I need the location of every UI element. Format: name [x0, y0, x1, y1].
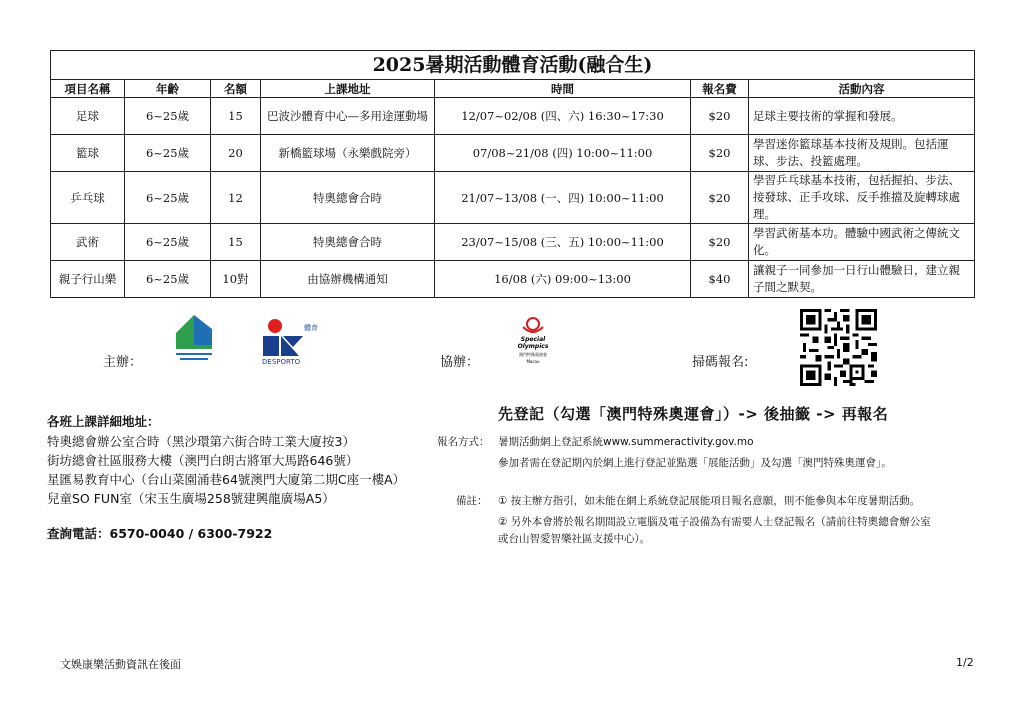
logo-text-3: 澳門特殊奧運會	[519, 352, 547, 357]
phone-number: 查詢電話：6570-0040 / 6300-7922	[47, 526, 273, 541]
table-row	[51, 135, 975, 172]
remark-1: ① 按主辦方指引，如未能在網上系統登記展能項目報名意願，則不能參與本年度暑期活動。	[498, 495, 921, 507]
scan-label: 掃碼報名:	[692, 355, 749, 370]
cell-age: 6~25歲	[125, 224, 211, 261]
cell-fee: $20	[691, 135, 749, 172]
addresses-title: 各班上課詳細地址：	[47, 414, 160, 429]
cell-name: 武術	[51, 224, 125, 261]
cell-time: 07/08~21/08 (四) 10:00~11:00	[435, 135, 691, 172]
remark-2a: ② 另外本會將於報名期間設立電腦及電子設備為有需要人士登記報名（請前往特奧總會辦公室	[498, 516, 931, 528]
logo-ring	[527, 318, 539, 330]
address-line: 兒童SO FUN室（宋玉生廣場258號建興龍廣場A5）	[47, 491, 335, 506]
method-line-2: 參加者需在登記期內於網上進行登記並點選「展能活動」及勾選「澳門特殊奧運會」。	[498, 457, 892, 469]
cell-quota: 15	[211, 224, 261, 261]
registration-headline: 先登記（勾選「澳門特殊奧運會」）-> 後抽籤 -> 再報名	[498, 405, 889, 423]
logo-text-4: Macau	[526, 359, 540, 364]
organizer-logo-1	[172, 311, 216, 363]
logo-line	[180, 358, 208, 360]
organizer-label: 主辦：	[103, 355, 143, 370]
logo-text-1: Special	[520, 336, 546, 343]
logo-cn-text: 體育	[304, 324, 318, 332]
cell-venue: 巴波沙體育中心—多用途運動場	[261, 98, 435, 135]
logo-shape-blue	[194, 315, 212, 345]
cell-venue: 特奧總會合時	[261, 172, 435, 224]
logo-text-2: Olympics	[517, 343, 549, 350]
table-row	[51, 172, 975, 224]
logo-shape-a	[263, 336, 279, 356]
cell-time: 23/07~15/08 (三、五) 10:00~11:00	[435, 224, 691, 261]
cell-time: 12/07~02/08 (四、六) 16:30~17:30	[435, 98, 691, 135]
cell-name: 乒乓球	[51, 172, 125, 224]
cell-time: 16/08 (六) 09:00~13:00	[435, 261, 691, 298]
col-header: 年齡	[125, 80, 211, 98]
schedule-table	[50, 50, 975, 298]
cell-venue: 特奧總會合時	[261, 224, 435, 261]
cell-age: 6~25歲	[125, 135, 211, 172]
cell-age: 6~25歲	[125, 98, 211, 135]
co-organizer-label: 協辦：	[440, 355, 480, 370]
header-row	[51, 80, 975, 98]
qr-finder-bl	[800, 364, 822, 386]
address-line: 特奧總會辦公室合時（黑沙環第六街合時工業大廈按3）	[47, 434, 355, 449]
cell-content: 學習乒乓球基本技術，包括握拍、步法、接發球、正手攻球、反手推擋及旋轉球處理。	[749, 172, 975, 224]
method-label: 報名方式：	[437, 436, 490, 448]
method-line-1: 暑期活動網上登記系統www.summeractivity.gov.mo	[498, 436, 754, 448]
cell-name: 籃球	[51, 135, 125, 172]
cell-age: 6~25歲	[125, 172, 211, 224]
cell-age: 6~25歲	[125, 261, 211, 298]
col-header: 項目名稱	[51, 80, 125, 98]
cell-fee: $40	[691, 261, 749, 298]
logo-text: DESPORTO	[262, 358, 301, 366]
remarks-label: 備註：	[456, 495, 488, 507]
cell-fee: $20	[691, 98, 749, 135]
logo-dot	[268, 319, 282, 333]
cell-content: 讓親子一同參加一日行山體驗日，建立親子間之默契。	[749, 261, 975, 298]
col-header: 活動內容	[749, 80, 975, 98]
qr-code[interactable]	[800, 309, 877, 386]
page-number: 1/2	[956, 656, 974, 669]
logo-shape-green	[176, 315, 194, 345]
special-olympics-logo	[514, 315, 552, 369]
cell-name: 親子行山樂	[51, 261, 125, 298]
col-header: 報名費	[691, 80, 749, 98]
logo-bar	[176, 345, 212, 349]
table-row	[51, 224, 975, 261]
cell-content: 學習武術基本功。體驗中國武術之傳統文化。	[749, 224, 975, 261]
col-header: 上課地址	[261, 80, 435, 98]
cell-fee: $20	[691, 224, 749, 261]
cell-fee: $20	[691, 172, 749, 224]
address-line: 街坊總會社區服務大樓（澳門白朗古將軍大馬路646號）	[47, 453, 359, 468]
table-row	[51, 98, 975, 135]
qr-finder-tl	[800, 309, 822, 331]
cell-content: 學習迷你籃球基本技術及規則。包括運球、步法、投籃處理。	[749, 135, 975, 172]
address-line: 星匯易教育中心（台山菜園涌巷64號澳門大廈第二期C座一樓A）	[47, 472, 406, 487]
footer-note: 文娛康樂活動資訊在後面	[60, 658, 181, 671]
cell-time: 21/07~13/08 (一、四) 10:00~11:00	[435, 172, 691, 224]
desporto-logo	[259, 316, 318, 366]
qr-finder-tr	[855, 309, 877, 331]
logo-line	[176, 353, 212, 355]
table-title: 2025暑期活動體育活動(融合生)	[50, 50, 975, 79]
cell-name: 足球	[51, 98, 125, 135]
col-header: 時間	[435, 80, 691, 98]
cell-quota: 15	[211, 98, 261, 135]
remark-2b: 或台山智愛智樂社區支援中心）。	[498, 533, 651, 545]
cell-venue: 由協辦機構通知	[261, 261, 435, 298]
cell-venue: 新橋籃球場（永樂戲院旁）	[261, 135, 435, 172]
col-header: 名額	[211, 80, 261, 98]
table-row	[51, 261, 975, 298]
cell-quota: 10對	[211, 261, 261, 298]
cell-content: 足球主要技術的掌握和發展。	[749, 98, 975, 135]
cell-quota: 20	[211, 135, 261, 172]
cell-quota: 12	[211, 172, 261, 224]
